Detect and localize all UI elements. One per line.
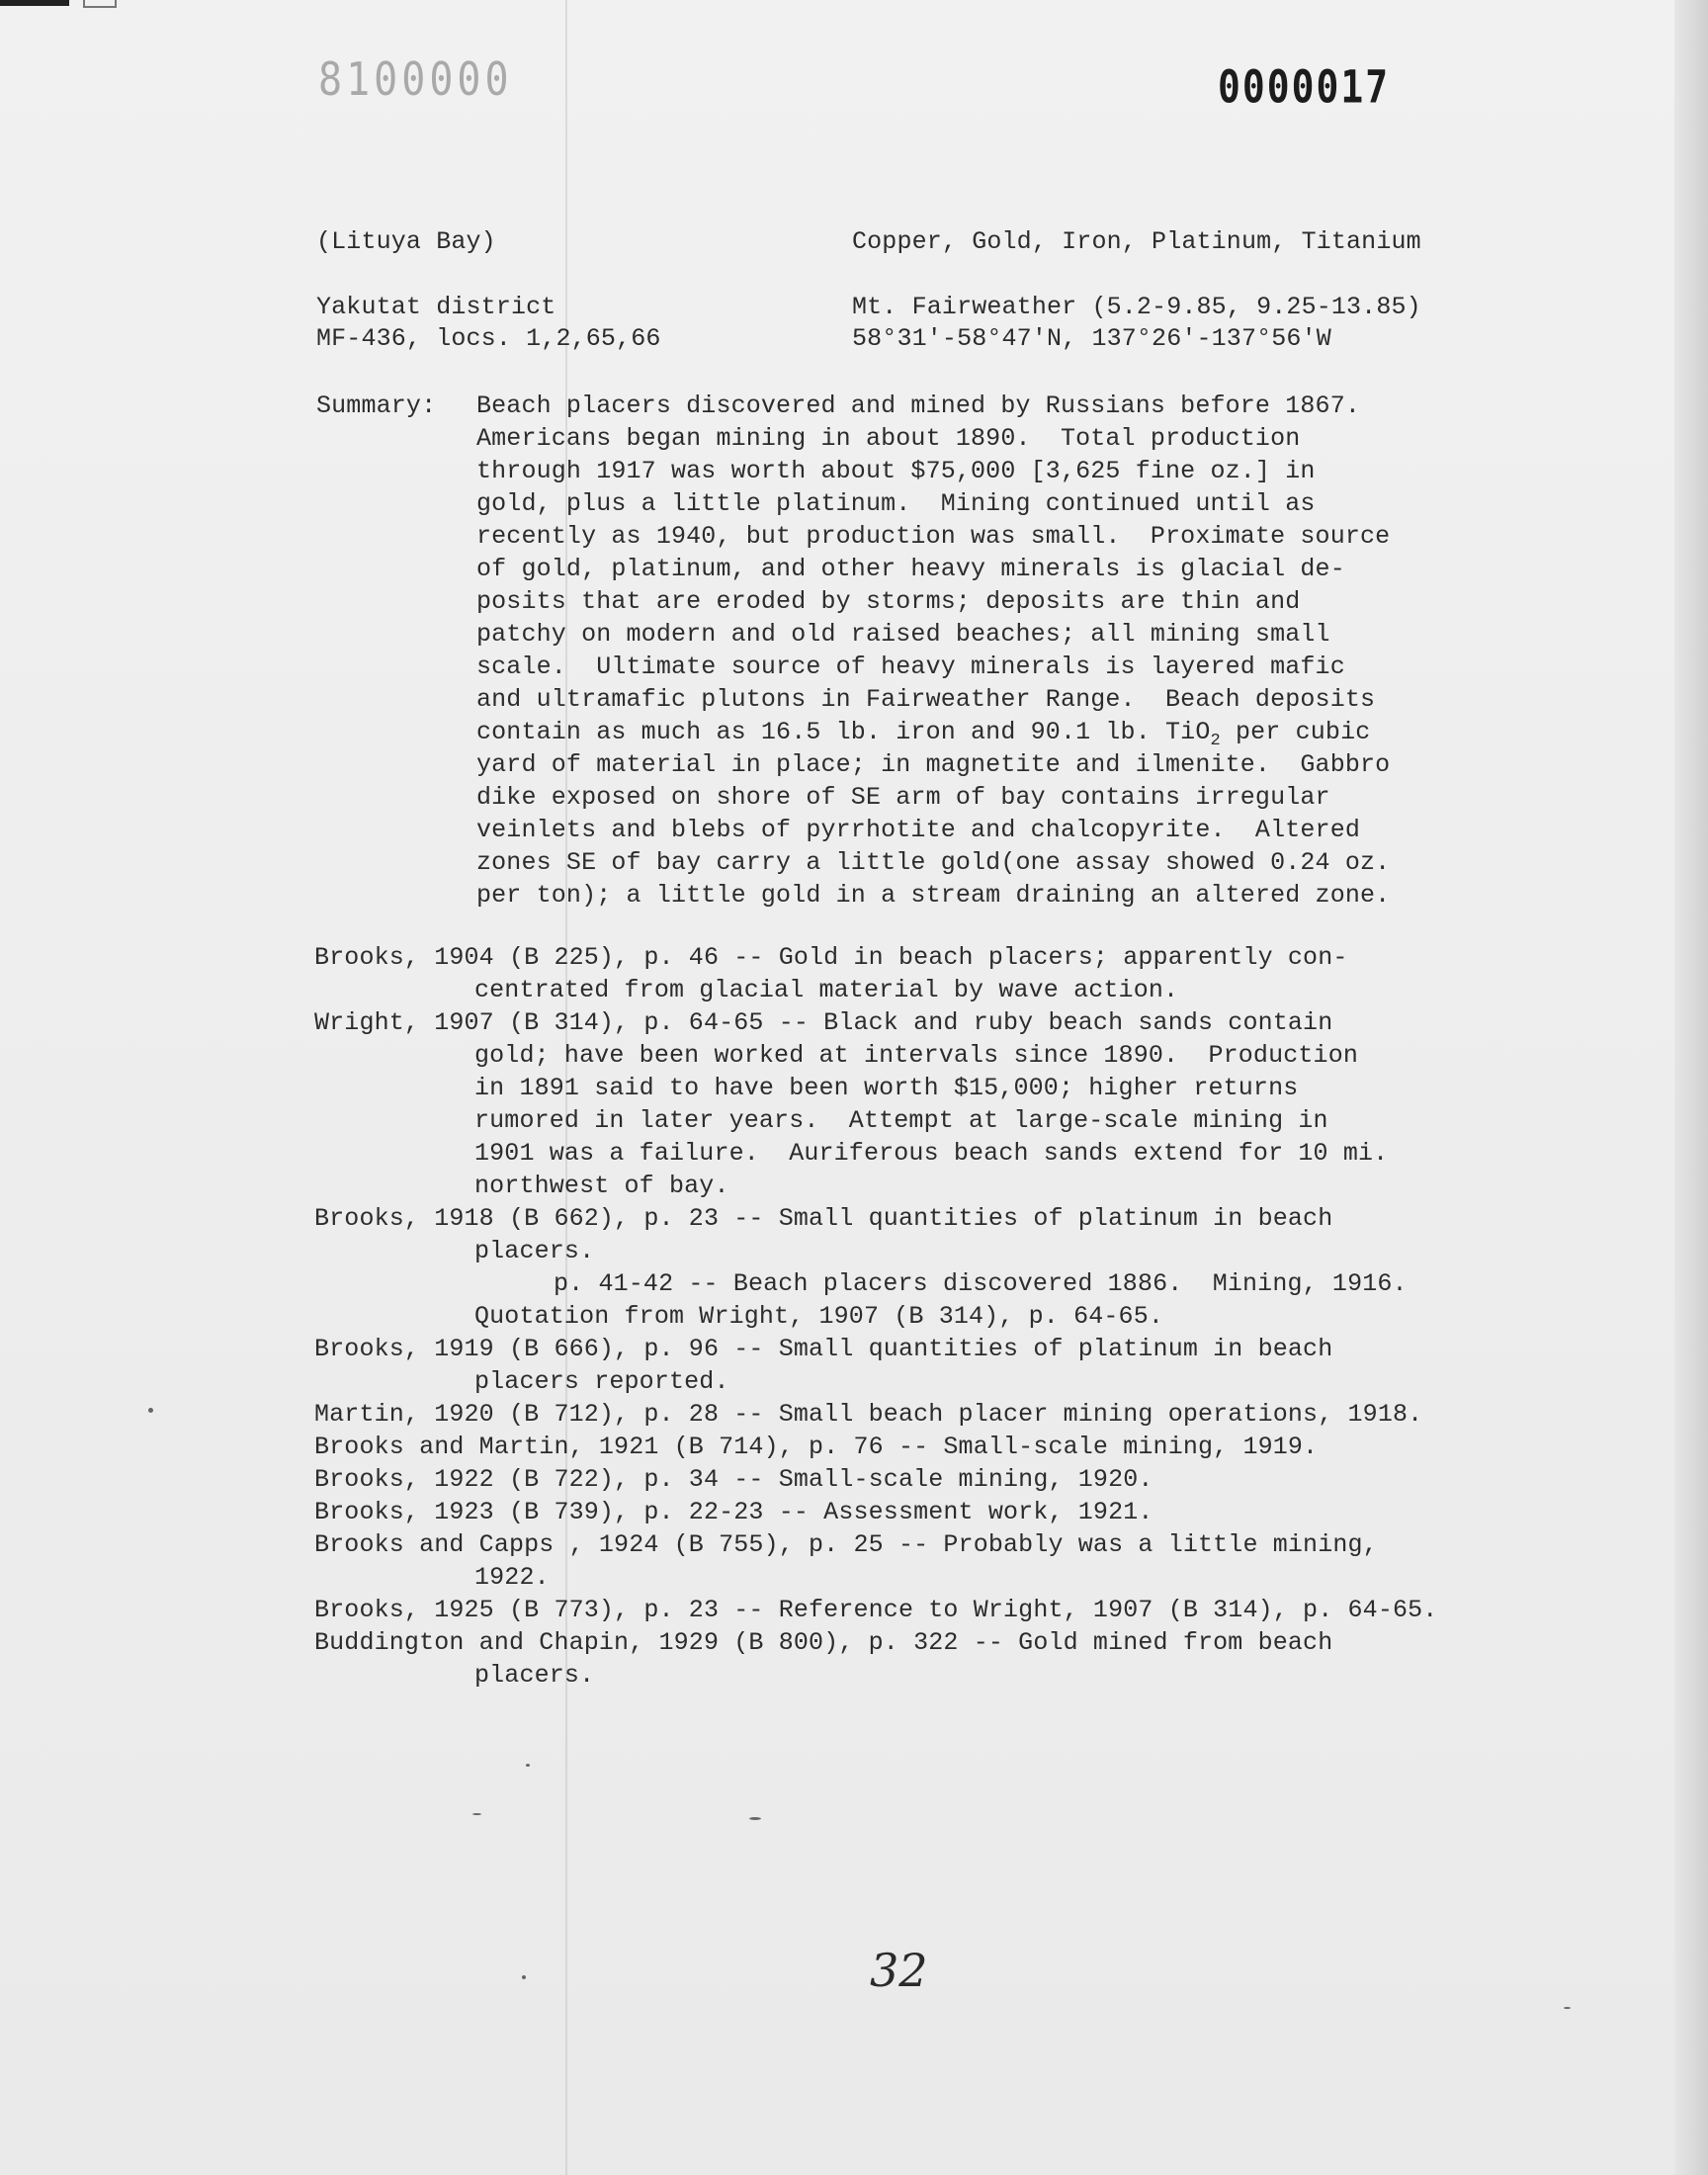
scan-speck: [1564, 2007, 1571, 2009]
summary-line: scale. Ultimate source of heavy minerals is layered mafic: [476, 652, 1345, 681]
reference-continuation: 1922.: [474, 1563, 550, 1592]
summary-line: and ultramafic plutons in Fairweather Range. Beach deposits: [476, 685, 1376, 714]
tio2-subscript: 2: [1210, 732, 1221, 750]
faded-stamp-number: 8100000: [318, 53, 513, 107]
map-reference: MF-436, locs. 1,2,65,66: [316, 324, 661, 353]
reference-continuation: placers.: [474, 1237, 595, 1265]
summary-label: Summary:: [316, 392, 437, 420]
reference-continuation: northwest of bay.: [474, 1172, 729, 1200]
summary-line: Americans began mining in about 1890. Total production: [476, 424, 1301, 453]
summary-line: Beach placers discovered and mined by Russians before 1867.: [476, 392, 1360, 420]
reference-continuation: placers reported.: [474, 1367, 729, 1396]
reference-continuation: in 1891 said to have been worth $15,000; higher returns: [474, 1074, 1299, 1102]
summary-line: through 1917 was worth about $75,000 [3,625 fine oz.] in: [476, 457, 1316, 485]
scan-speck: [472, 1813, 481, 1815]
district-name: Yakutat district: [316, 293, 556, 321]
summary-line: patchy on modern and old raised beaches; all mining small: [476, 620, 1330, 649]
summary-line: zones SE of bay carry a little gold(one assay showed 0.24 oz.: [476, 848, 1391, 877]
summary-line-tio2: [476, 716, 1370, 748]
commodities-list: Copper, Gold, Iron, Platinum, Titanium: [852, 227, 1421, 256]
reference-entry: Martin, 1920 (B 712), p. 28 -- Small beach placer mining operations, 1918.: [314, 1400, 1423, 1429]
scan-edge-mark: [0, 0, 69, 6]
reference-entry: Brooks, 1923 (B 739), p. 22-23 -- Assessment work, 1921.: [314, 1498, 1153, 1526]
summary-line: of gold, platinum, and other heavy minerals is glacial de-: [476, 555, 1345, 583]
summary-line-tio2-before: contain as much as 16.5 lb. iron and 90.1 lb. TiO: [476, 718, 1211, 746]
reference-continuation: 1901 was a failure. Auriferous beach sands extend for 10 mi.: [474, 1139, 1389, 1168]
reference-continuation: p. 41-42 -- Beach placers discovered 1886. Mining, 1916.: [554, 1269, 1408, 1298]
page-edge-shadow: [1674, 0, 1708, 2175]
scan-speck: [526, 1764, 530, 1767]
coordinates: 58°31'-58°47'N, 137°26'-137°56'W: [852, 324, 1331, 353]
summary-line-tio2-after: per cubic: [1220, 718, 1371, 746]
scan-speck: [148, 1408, 153, 1413]
reference-continuation: centrated from glacial material by wave action.: [474, 976, 1179, 1004]
reference-entry: Brooks, 1918 (B 662), p. 23 -- Small quantities of platinum in beach: [314, 1204, 1333, 1233]
reference-entry: Brooks, 1919 (B 666), p. 96 -- Small quantities of platinum in beach: [314, 1335, 1333, 1363]
reference-continuation: rumored in later years. Attempt at large-scale mining in: [474, 1106, 1328, 1135]
reference-entry: Brooks and Capps , 1924 (B 755), p. 25 -- Probably was a little mining,: [314, 1530, 1378, 1559]
reference-entry: Brooks and Martin, 1921 (B 714), p. 76 -- Small-scale mining, 1919.: [314, 1433, 1319, 1461]
scan-edge-mark-box: [83, 0, 117, 8]
reference-entry: Wright, 1907 (B 314), p. 64-65 -- Black and ruby beach sands contain: [314, 1008, 1333, 1037]
summary-line: yard of material in place; in magnetite and ilmenite. Gabbro: [476, 750, 1391, 779]
location-name: (Lituya Bay): [316, 227, 496, 256]
summary-line: gold, plus a little platinum. Mining continued until as: [476, 489, 1316, 518]
summary-line: per ton); a little gold in a stream draining an altered zone.: [476, 881, 1391, 910]
reference-continuation: placers.: [474, 1661, 595, 1690]
reference-entry: Brooks, 1925 (B 773), p. 23 -- Reference to Wright, 1907 (B 314), p. 64-65.: [314, 1596, 1438, 1624]
scan-speck: [522, 1975, 526, 1979]
summary-line: posits that are eroded by storms; deposits are thin and: [476, 587, 1301, 616]
reference-entry: Brooks, 1922 (B 722), p. 34 -- Small-scale mining, 1920.: [314, 1465, 1153, 1494]
reference-entry: Buddington and Chapin, 1929 (B 800), p. 322 -- Gold mined from beach: [314, 1628, 1333, 1657]
scan-speck: [749, 1817, 761, 1820]
summary-line: dike exposed on shore of SE arm of bay contains irregular: [476, 783, 1330, 812]
page-number: 32: [870, 1944, 928, 1997]
summary-line: veinlets and blebs of pyrrhotite and chalcopyrite. Altered: [476, 816, 1360, 844]
reference-entry: Brooks, 1904 (B 225), p. 46 -- Gold in beach placers; apparently con-: [314, 943, 1348, 972]
document-number-stamp: 0000017: [1218, 60, 1391, 114]
reference-continuation: gold; have been worked at intervals since 1890. Production: [474, 1041, 1358, 1070]
reference-continuation: Quotation from Wright, 1907 (B 314), p. 64-65.: [474, 1302, 1164, 1331]
summary-line: recently as 1940, but production was small. Proximate source: [476, 522, 1391, 551]
quadrangle-ref: Mt. Fairweather (5.2-9.85, 9.25-13.85): [852, 293, 1421, 321]
